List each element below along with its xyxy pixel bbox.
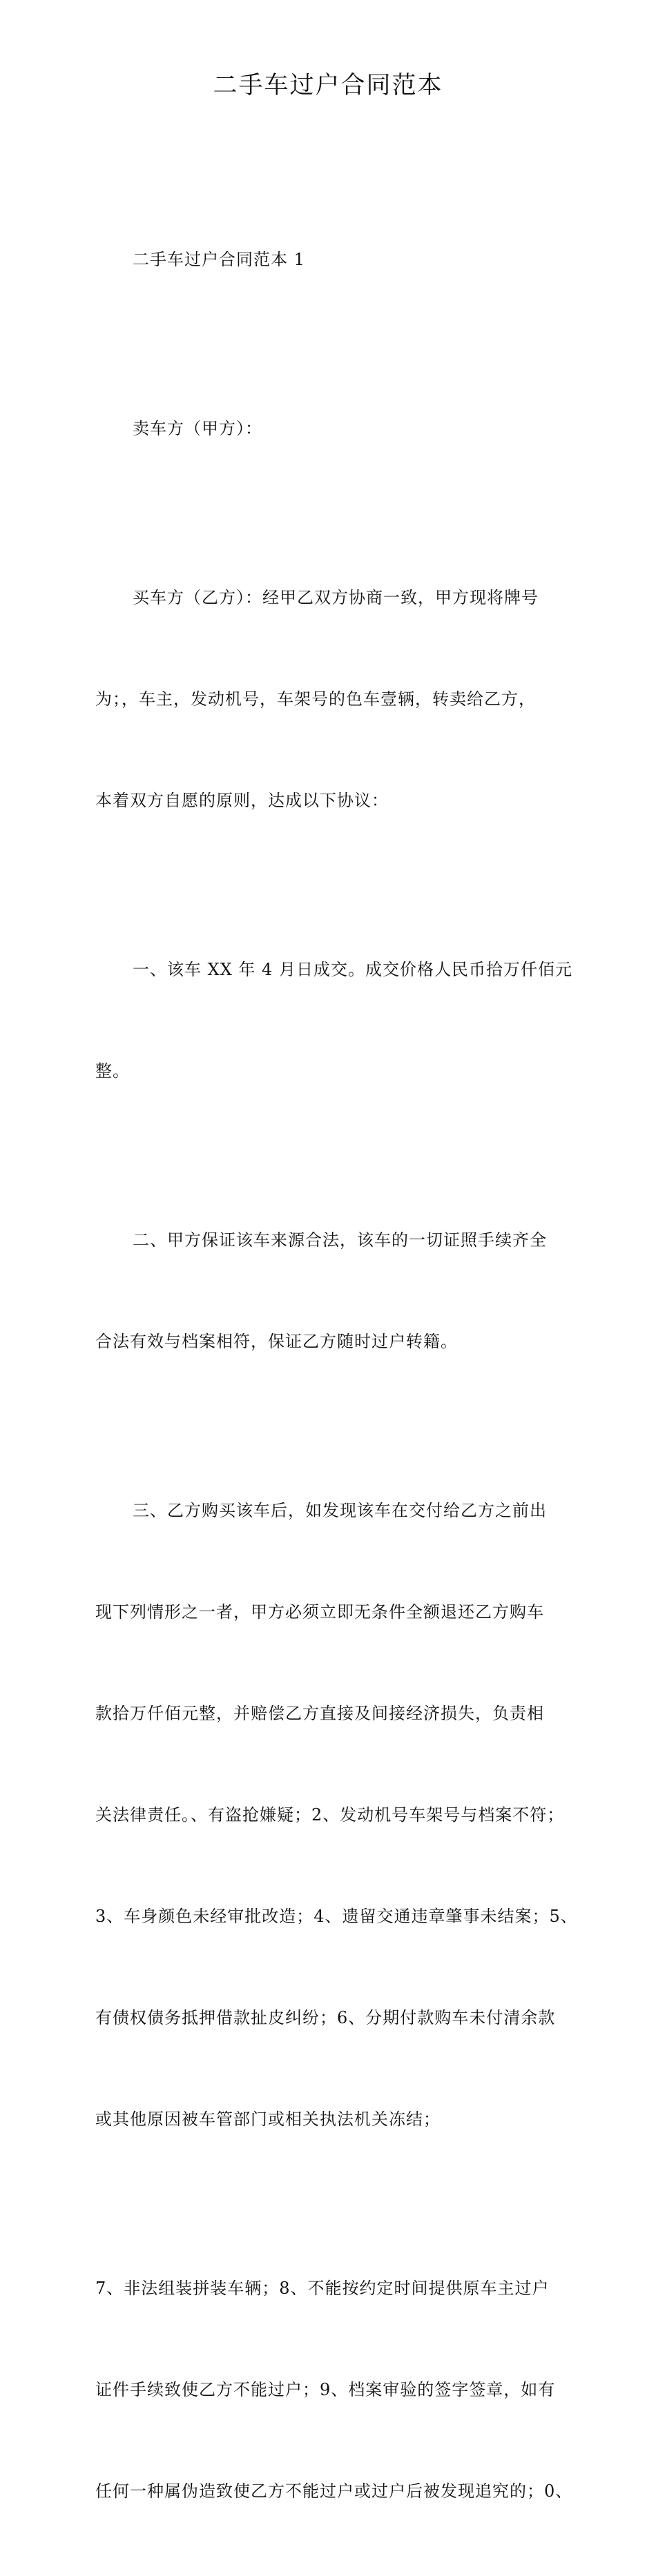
text-line: 三、乙方购买该车后，如发现该车在交付给乙方之前出 <box>133 1501 547 1520</box>
text-line: 为；，车主，发动机号，车架号的色车壹辆，转卖给乙方， <box>95 689 536 709</box>
paragraph <box>95 1156 570 1426</box>
text-line: 7、非法组装拼装车辆；8、不能按约定时间提供原车主过户 <box>95 2279 550 2298</box>
text-line: 关法律责任。、有盗抢嫌疑；2、发动机号车架号与档案不符； <box>95 1805 565 1825</box>
text-line: 二手车过户合同范本 1 <box>133 250 305 269</box>
paragraph <box>95 175 570 344</box>
text-line: 本着双方自愿的原则，达成以下协议： <box>95 791 389 810</box>
paragraph <box>95 344 570 513</box>
text-line: 二、甲方保证该车来源合法，该车的一切证照手续齐全 <box>133 1230 547 1250</box>
text-line: 有债权债务抵押借款扯皮纠纷；6、分期付款购车未付清余款 <box>95 2008 556 2027</box>
paragraph <box>95 885 570 1156</box>
paragraph <box>95 2204 573 2576</box>
text-line: 买车方（乙方）：经甲乙双方协商一致，甲方现将牌号 <box>133 588 539 607</box>
text-line: 3、车身颜色未经审批改造；4、遗留交通违章肇事未结案；5、 <box>95 1907 578 1926</box>
paragraph <box>95 513 570 885</box>
document-title: 二手车过户合同范本 <box>213 72 443 99</box>
text-line: 合法有效与档案相符，保证乙方随时过户转籍。 <box>95 1332 458 1351</box>
text-line: 或其他原因被车管部门或相关执法机关冻结； <box>95 2110 441 2129</box>
text-line: 款拾万仟佰元整，并赔偿乙方直接及间接经济损失，负责相 <box>95 1704 544 1723</box>
paragraph <box>95 1426 578 2204</box>
text-line: 一、该车 XX 年 4 月日成交。成交价格人民币拾万仟佰元 <box>133 960 572 979</box>
text-line: 整。 <box>95 1061 130 1081</box>
text-line: 卖车方（甲方）： <box>133 419 262 438</box>
text-line: 现下列情形之一者，甲方必须立即无条件全额退还乙方购车 <box>95 1602 544 1622</box>
document-body <box>95 175 578 2576</box>
text-line: 证件手续致使乙方不能过户；9、档案审验的签字签章，如有 <box>95 2380 556 2399</box>
text-line: 任何一种属伪造致使乙方不能过户或过户后被发现追究的；0、 <box>95 2481 573 2501</box>
